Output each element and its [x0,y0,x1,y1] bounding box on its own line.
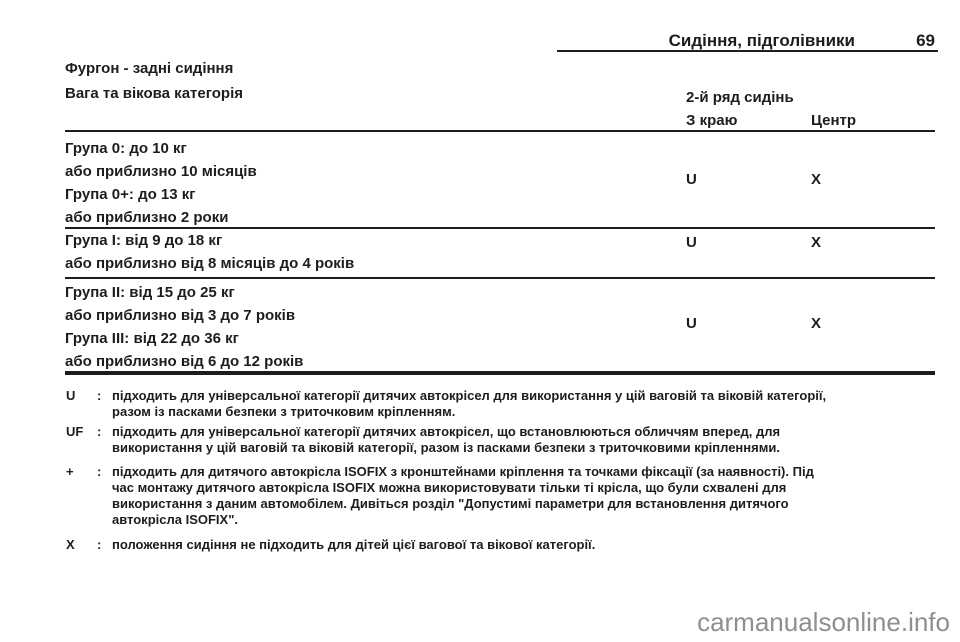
table-row [65,229,354,275]
table-header-rule [65,130,935,132]
legend-text [112,464,814,528]
cell-center-value: X [811,315,822,332]
legend-text [112,388,826,420]
legend-line: разом із пасками безпеки з триточковим кріпленням. [112,404,456,419]
table-row [65,137,257,229]
legend-line: використання у цій ваговій та віковій категорії, разом із пасками безпеки з триточковими кріпленнями. [112,440,780,455]
header-rule [557,50,938,52]
legend-symbol: U [66,388,76,403]
legend-line: використання з даним автомобілем. Дивіться розділ "Допустимі параметри для встановлення дитячого [112,496,789,511]
cell-center-value: X [811,171,822,188]
legend-symbol: + [66,464,74,479]
cell-edge-value: U [686,171,697,188]
legend-line: підходить для універсальної категорії дитячих автокрісел для використання у цій ваговій та віковій категорії, [112,388,827,403]
legend-line: підходить для універсальної категорії дитячих автокрісел, що встановлюються обличчям вперед, для [112,424,781,439]
row-line: Група II: від 15 до 25 кг [65,284,235,301]
cell-edge-value: U [686,315,697,332]
legend-symbol: X [66,537,75,552]
table-caption-vehicle: Фургон - задні сидіння [65,60,234,77]
legend-symbol: UF [66,424,84,439]
column-header-edge: З краю [686,112,738,129]
row-line: Група I: від 9 до 18 кг [65,232,223,249]
legend-line: автокрісла ISOFIX". [112,512,238,527]
cell-center-value: X [811,234,822,251]
legend-colon: : [97,424,102,439]
table-row [65,281,303,373]
legend-text [112,424,780,456]
row-line: або приблизно від 6 до 12 років [65,353,304,370]
page-number: 69 [916,31,935,50]
row-line: або приблизно від 3 до 7 років [65,307,296,324]
column-header-center: Центр [811,112,857,129]
legend-colon: : [97,464,102,479]
row-line: Група 0+: до 13 кг [65,186,196,203]
table-caption-category: Вага та вікова категорія [65,85,244,102]
column-group-header: 2-й ряд сидінь [686,89,794,106]
row-line: або приблизно 10 місяців [65,163,257,180]
row-line: або приблизно 2 роки [65,209,229,226]
table-bottom-rule [65,371,935,375]
legend-text [112,537,595,553]
row-line: Група 0: до 10 кг [65,140,187,157]
row-line: Група III: від 22 до 36 кг [65,330,239,347]
page-title: Сидіння, підголівники [668,31,855,50]
cell-edge-value: U [686,234,697,251]
legend-colon: : [97,388,102,403]
legend-colon: : [97,537,102,552]
legend-line: положення сидіння не підходить для дітей цієї вагової та вікової категорії. [112,537,596,552]
legend-line: підходить для дитячого автокрісла ISOFIX з кронштейнами кріплення та точками фіксації (за наявності). Під [112,464,814,479]
site-watermark: carmanualsonline.info [697,607,950,637]
row-separator [65,277,935,279]
row-line: або приблизно від 8 місяців до 4 років [65,255,355,272]
legend-line: час монтажу дитячого автокрісла ISOFIX можна використовувати тільки ті крісла, що були схвалені для [112,480,787,495]
